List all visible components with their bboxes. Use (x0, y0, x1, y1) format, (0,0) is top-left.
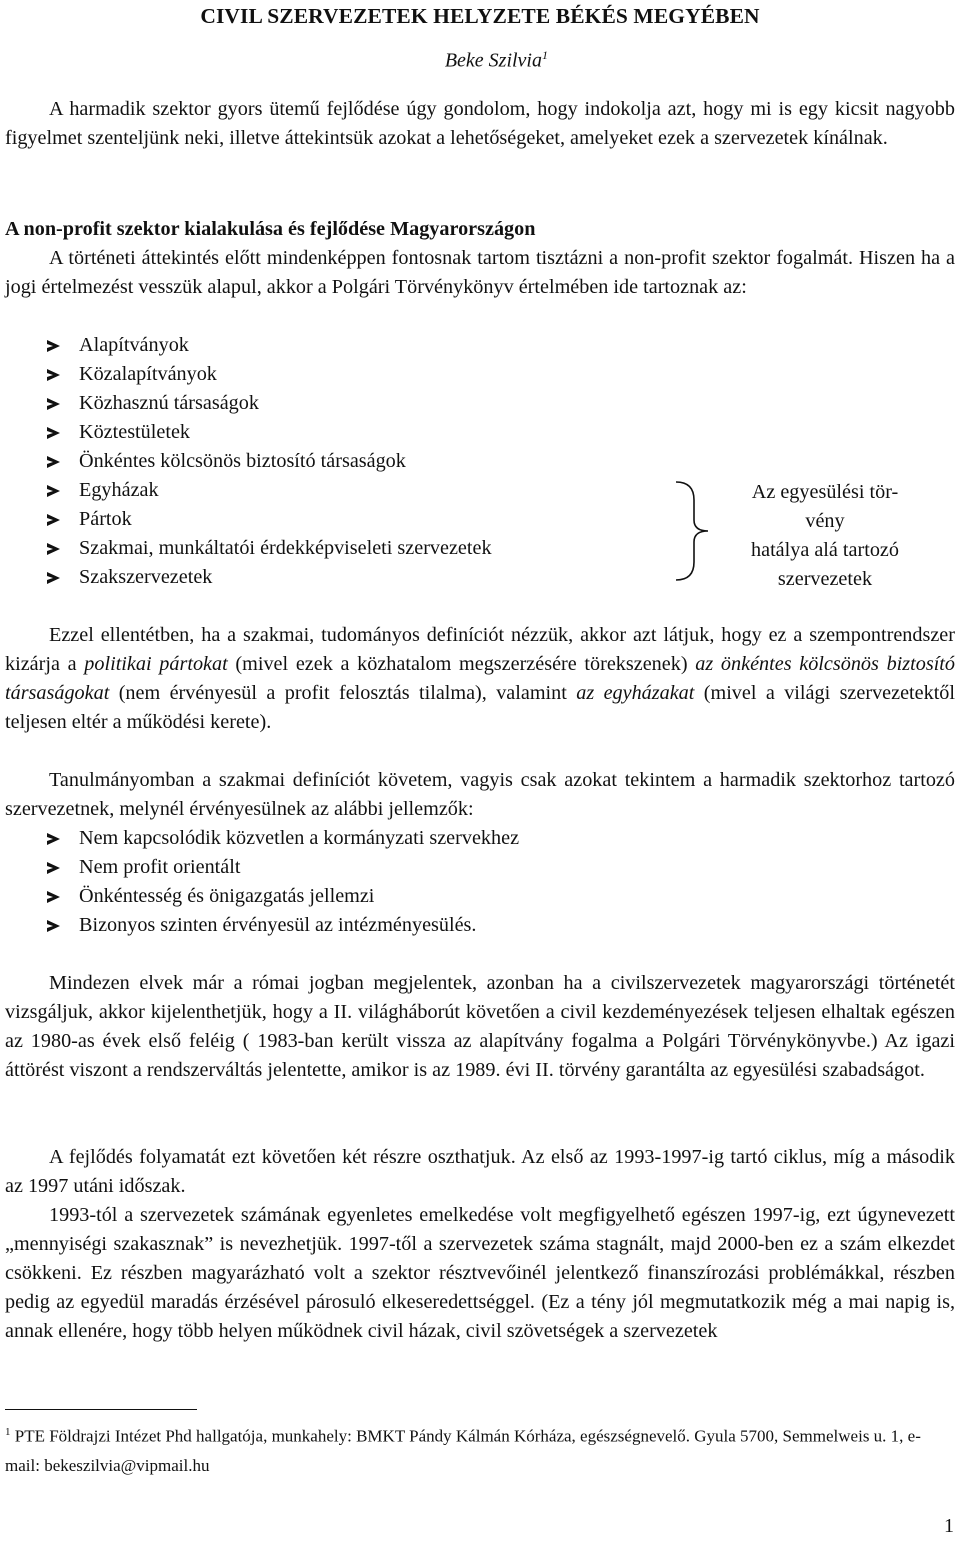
paragraph-criteria: Tanulmányomban a szakmai definíciót követem, vagyis csak azokat tekintem a harmadik szektorhoz tartozó szervezetnek, melynél érvényesülnek az alábbi jellemzők: (5, 769, 955, 820)
paragraph-definition: A történeti áttekintés előtt mindenképpen fontosnak tartom tisztázni a non-profit szektor fogalmát. Hiszen ha a jogi értelmezést vesszük alapul, akkor a Polgári Törvénykönyv értelmében ide tartoznak az: (5, 247, 955, 298)
list-item: Önkéntesség és önigazgatás jellemzi (44, 882, 519, 911)
author-line (445, 42, 548, 74)
footnote-divider (5, 1409, 197, 1410)
arrow-bullet-icon (47, 920, 60, 932)
arrow-bullet-icon (47, 340, 60, 352)
list-item: Közhasznú társaságok (44, 389, 492, 418)
paragraph-history: Mindezen elvek már a római jogban megjelentek, azonban ha a civilszervezetek magyarországi történetét vizsgáljuk, akkor kijelenthetjük, hogy a II. világháborút követően a civil kezdeményezések teljesen elhaltak egészen az 1980-as évek első feléig ( 1983-ban került vissza az alapítvány fogalma a Polgári Törvénykönyvbe.) Az igazi áttörést viszont a rendszerváltás jelentette, amikor is az 1989. évi II. törvény garantálta az egyesülési szabadságot. (5, 972, 955, 1081)
arrow-bullet-icon (47, 398, 60, 410)
document-title: CIVIL SZERVEZETEK HELYZETE BÉKÉS MEGYÉBEN (200, 4, 760, 28)
section-heading: A non-profit szektor kialakulása és fejlődése Magyarországon (5, 218, 536, 240)
author-footnote-mark: 1 (542, 48, 548, 62)
list-item: Alapítványok (44, 331, 492, 360)
arrow-bullet-icon (47, 514, 60, 526)
arrow-bullet-icon (47, 572, 60, 584)
characteristics-list (44, 824, 519, 940)
list-item: Egyházak (44, 476, 492, 505)
list-item: Nem kapcsolódik közvetlen a kormányzati szervekhez (44, 824, 519, 853)
legal-entities-list (44, 331, 492, 592)
intro-paragraph: A harmadik szektor gyors ütemű fejlődése úgy gondolom, hogy indokolja azt, hogy mi is egy kicsit nagyobb figyelmet szenteljünk neki, illetve áttekintsük azokat a lehetőségeket, amelyeket ezek a szervezetek kínálnak. (5, 98, 955, 149)
arrow-bullet-icon (47, 369, 60, 381)
arrow-bullet-icon (47, 891, 60, 903)
page-number: 1 (944, 1515, 954, 1537)
list-item: Önkéntes kölcsönös biztosító társaságok (44, 447, 492, 476)
paragraph-phases: A fejlődés folyamatát ezt követően két részre oszthatjuk. Az első az 1993-1997-ig tartó ciklus, míg a második az 1997 utáni időszak. (5, 1146, 955, 1197)
arrow-bullet-icon (47, 833, 60, 845)
list-item: Szakmai, munkáltatói érdekképviseleti szervezetek (44, 534, 492, 563)
arrow-bullet-icon (47, 427, 60, 439)
list-item: Szakszervezetek (44, 563, 492, 592)
list-item: Köztestületek (44, 418, 492, 447)
brace-annotation: Az egyesülési tör- vény hatálya alá tartozó szervezetek (751, 481, 899, 590)
footnote: $^1$ PTE Földrajzi Intézet Phd hallgatója, munkahely: BMKT Pándy Kálmán Kórháza, egészségnevelő. Gyula 5700, Semmelweis u. 1, e-mail: bekeszilvia@vipmail.hu (5, 1426, 921, 1475)
paragraph-trends: 1993-tól a szervezetek számának egyenletes emelkedése volt megfigyelhető egészen 1997-ig, ezt úgynevezett „mennyiségi szakasznak” is nevezhetjük. 1997-től a szervezetek száma stagnált, majd 2000-ben ez a szám elkezdet csökkeni. Ez részben magyarázható volt a szektor résztvevőinél jelentkező finanszírozási problémákkal, részben pedig az egyedül maradás érzésével párosuló elkeseredettséggel. (Ez a tény jól megmutatkozik még a mai napig is, annak ellenére, hogy több helyen működnek civil házak, civil szövetségek a szervezetek (5, 1204, 955, 1342)
author-name: Beke Szilvia (444, 49, 542, 72)
arrow-bullet-icon (47, 543, 60, 555)
list-item: Közalapítványok (44, 360, 492, 389)
paragraph-contrast: Ezzel ellentétben, ha a szakmai, tudományos definíciót nézzük, akkor azt látjuk, hogy ez a szempontrendszer kizárja a politikai pártokat (mivel ezek a közhatalom megszerzésére törekszenek) az önkéntes kölcsönös biztosító társaságokat (nem érvényesül a profit felosztás tilalma), valamint az egyházakat (mivel a világi szervezetektől teljesen eltér a működési kerete). (5, 624, 956, 733)
list-item: Bizonyos szinten érvényesül az intézményesülés. (44, 911, 519, 940)
list-item: Nem profit orientált (44, 853, 519, 882)
arrow-bullet-icon (47, 485, 60, 497)
arrow-bullet-icon (47, 862, 60, 874)
list-item: Pártok (44, 505, 492, 534)
arrow-bullet-icon (47, 456, 60, 468)
